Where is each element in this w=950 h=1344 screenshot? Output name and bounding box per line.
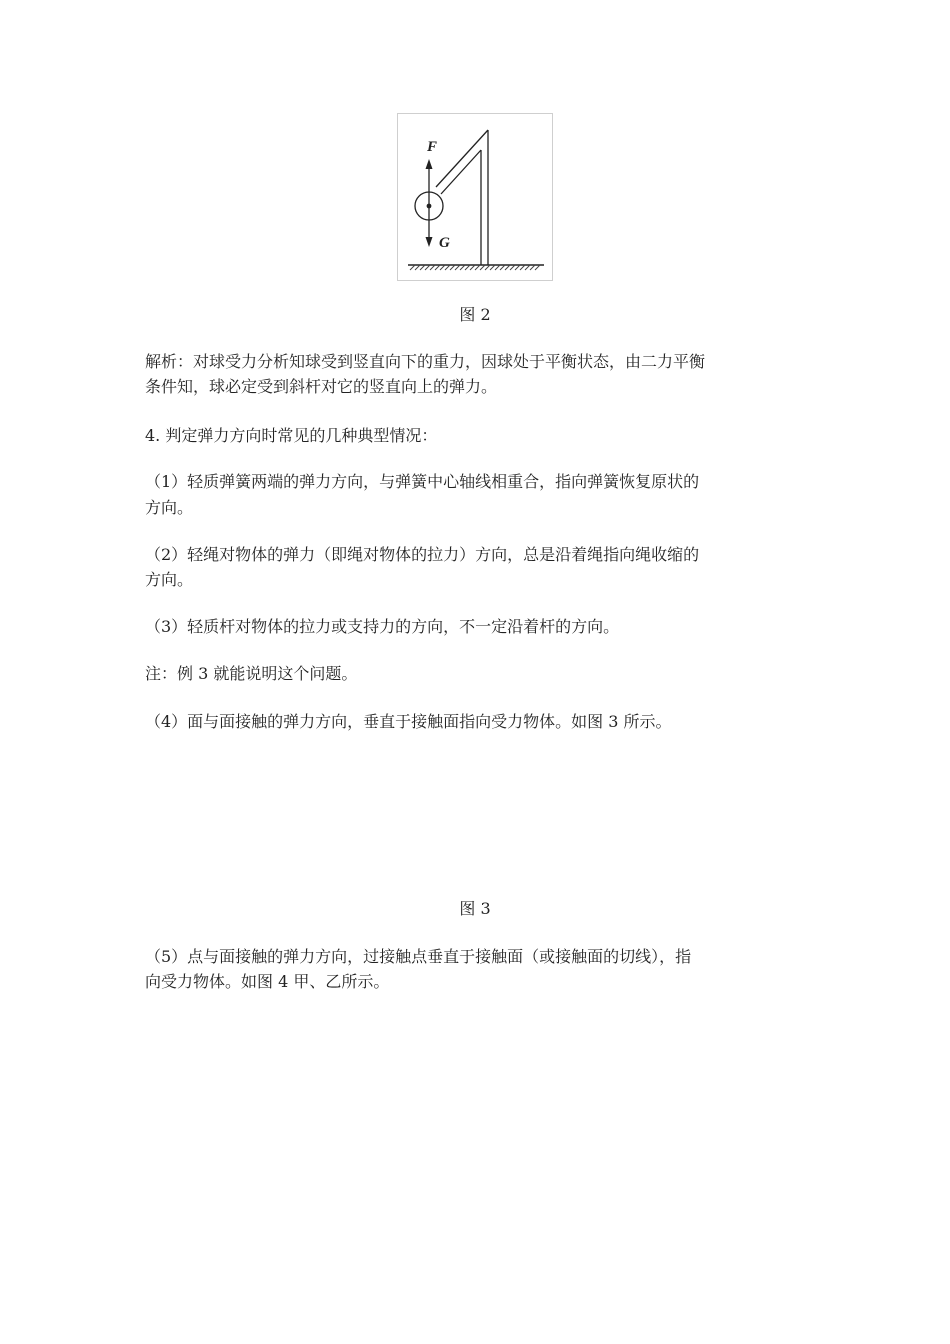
rod-inner-edge (441, 150, 481, 194)
case-2-line-1: （2）轻绳对物体的弹力（即绳对物体的拉力）方向，总是沿着绳指向绳收缩的 (145, 545, 700, 564)
force-f-arrowhead (426, 159, 433, 169)
rod-outer-edge (436, 130, 488, 187)
analysis-line-2: 条件知，球必定受到斜杆对它的竖直向上的弹力。 (145, 377, 498, 396)
label-g: G (439, 235, 450, 251)
note: 注：例 3 就能说明这个问题。 (145, 664, 358, 683)
case-1-line-2: 方向。 (145, 498, 194, 517)
case-5-line-2: 向受力物体。如图 4 甲、乙所示。 (145, 972, 390, 991)
case-1-line-1: （1）轻质弹簧两端的弹力方向，与弹簧中心轴线相重合，指向弹簧恢复原状的 (145, 472, 700, 491)
case-4: （4）面与面接触的弹力方向，垂直于接触面指向受力物体。如图 3 所示。 (145, 712, 672, 731)
case-2-line-2: 方向。 (145, 570, 194, 589)
case-3: （3）轻质杆对物体的拉力或支持力的方向，不一定沿着杆的方向。 (145, 617, 620, 636)
rod-ball-diagram-svg (398, 114, 554, 282)
item-4-heading: 4. 判定弹力方向时常见的几种典型情况： (145, 426, 438, 445)
label-f: F (427, 139, 438, 155)
figure-2-diagram (397, 113, 553, 281)
analysis-line-1: 解析：对球受力分析知球受到竖直向下的重力，因球处于平衡状态，由二力平衡 (145, 352, 706, 371)
force-g-arrowhead (426, 237, 433, 247)
case-5-line-1: （5）点与面接触的弹力方向，过接触点垂直于接触面（或接触面的切线），指 (145, 947, 692, 966)
figure-3-caption: 图 3 (459, 899, 491, 918)
figure-2-caption: 图 2 (459, 305, 491, 324)
